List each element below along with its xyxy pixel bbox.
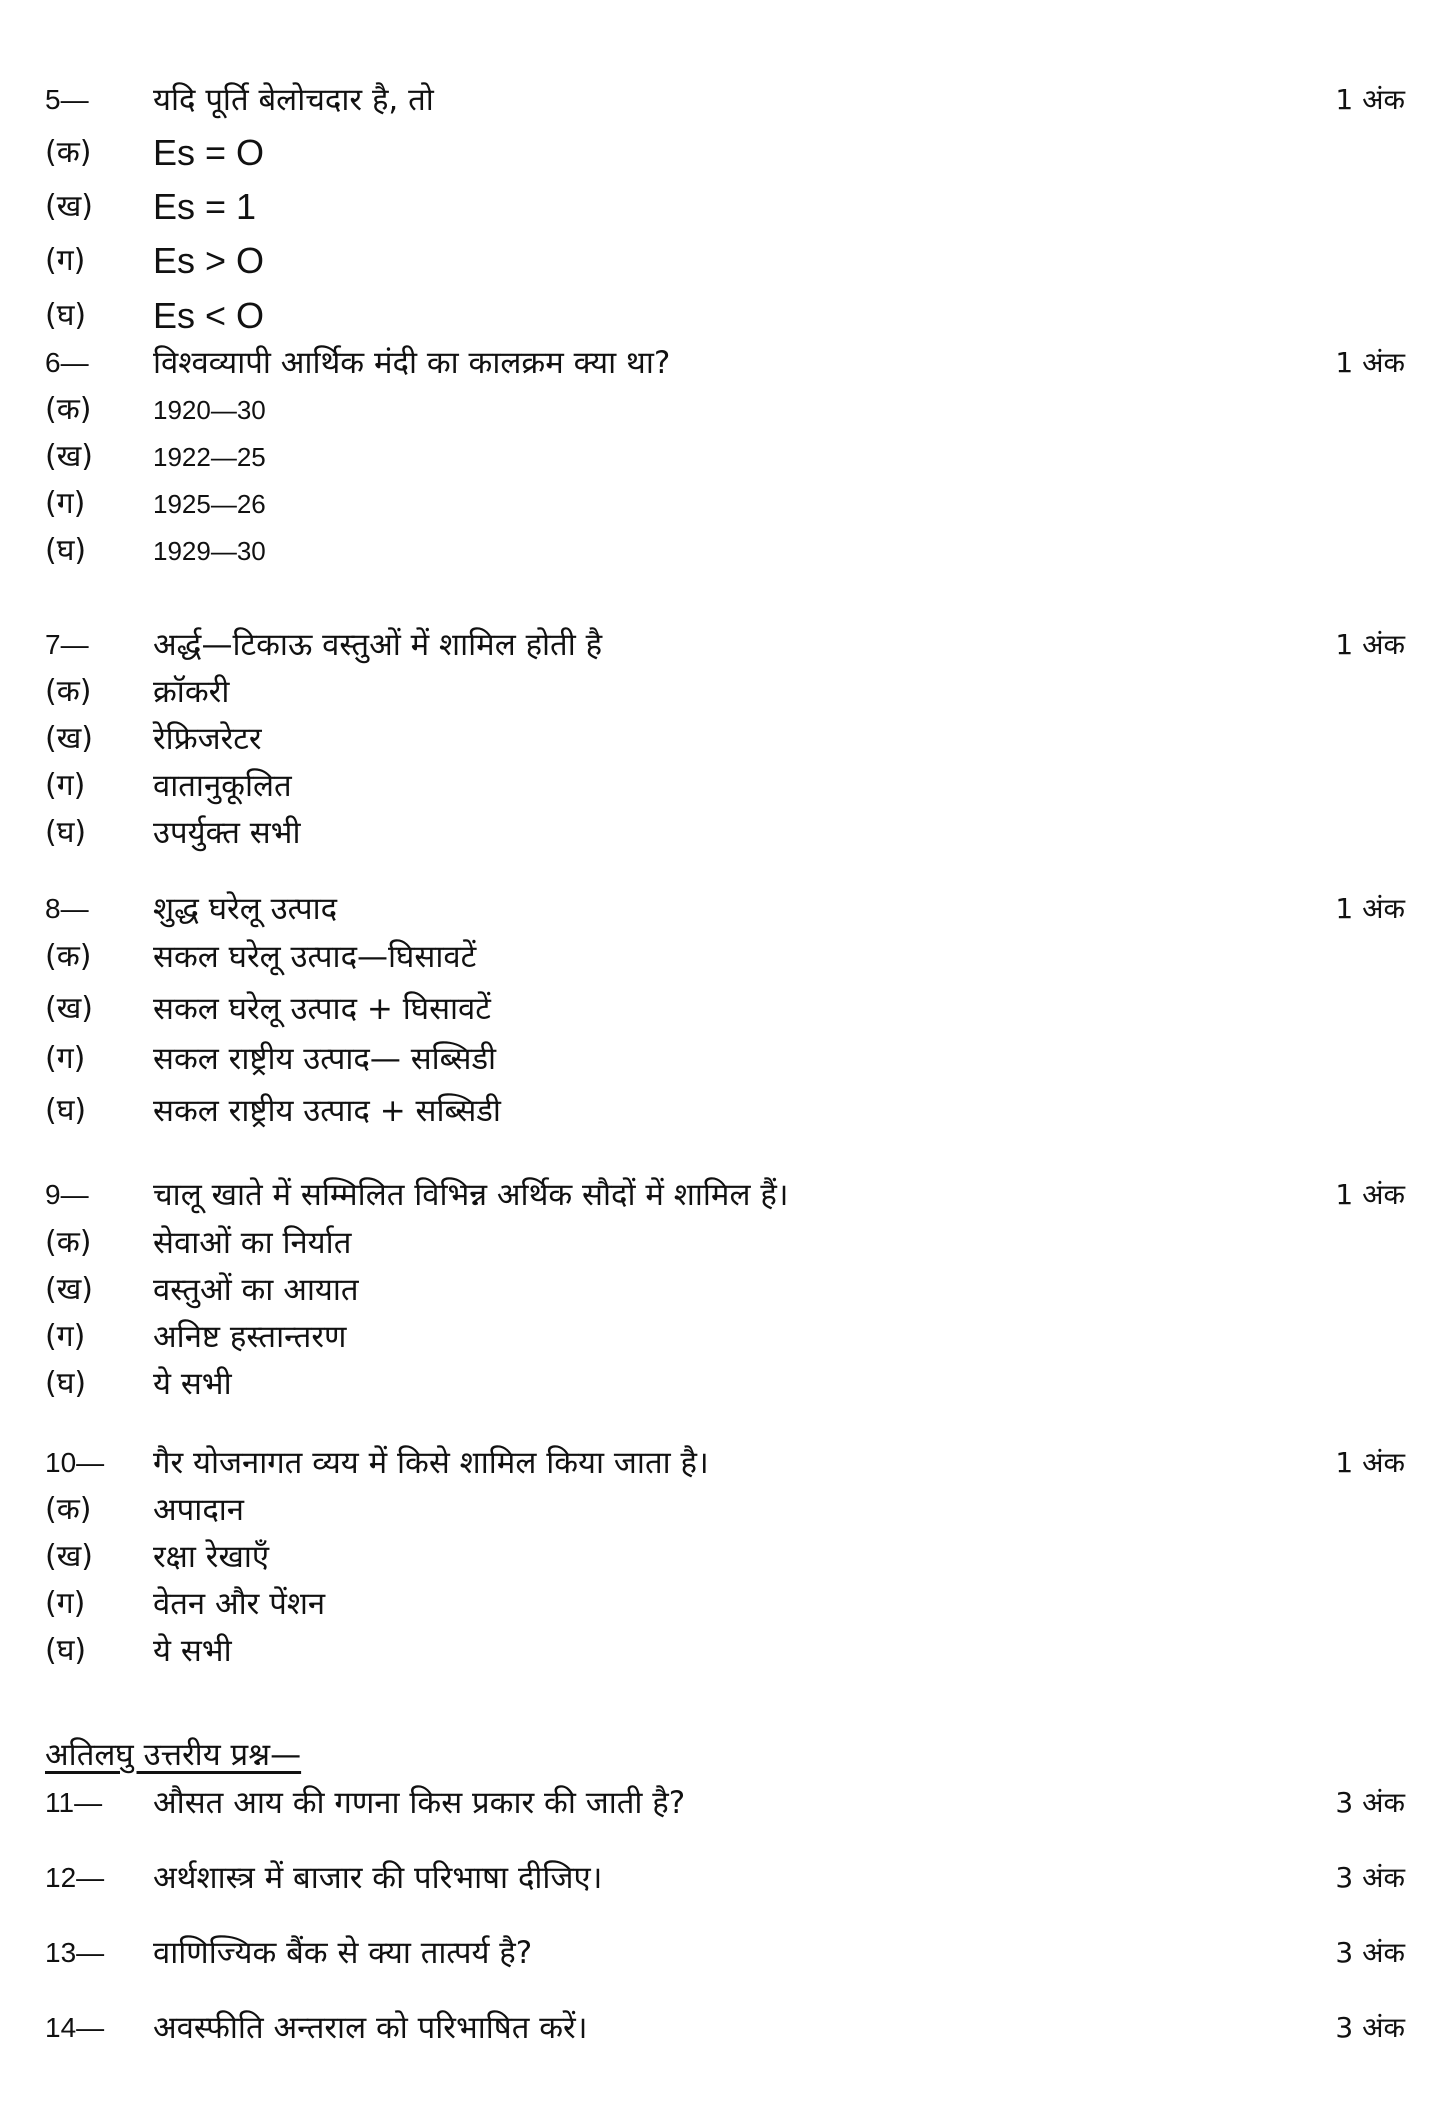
option-text: Es = O <box>153 132 265 173</box>
option-label: (घ) <box>45 1366 87 1401</box>
option <box>45 761 1405 811</box>
question-number: 6— <box>45 347 89 378</box>
option <box>45 385 1405 435</box>
option-text: अनिष्ट हस्तान्तरण <box>153 1319 347 1355</box>
marks: 1 अंक <box>1335 628 1405 661</box>
option-label: (ग) <box>45 1586 86 1621</box>
option <box>45 1532 1405 1582</box>
option-label: (ग) <box>45 486 86 521</box>
question-number: 8— <box>45 893 89 924</box>
option <box>45 1265 1405 1315</box>
question-10 <box>45 1438 1405 1488</box>
option-label: (क) <box>45 135 92 170</box>
question-5 <box>45 75 1405 125</box>
option-text: वस्तुओं का आयात <box>153 1272 359 1308</box>
question-text: अर्थशास्त्र में बाजार की परिभाषा दीजिए। <box>153 1860 603 1896</box>
question-12 <box>45 1853 1405 1903</box>
option-text: सकल घरेलू उत्पाद—घिसावटें <box>153 939 477 975</box>
option-text: Es = 1 <box>153 186 257 227</box>
option-text: Es > O <box>153 240 265 281</box>
option-label: (क) <box>45 1492 92 1527</box>
option <box>45 432 1405 482</box>
question-text: अर्द्ध—टिकाऊ वस्तुओं में शामिल होती है <box>153 627 603 663</box>
option-text: रेफ्रिजरेटर <box>153 721 262 757</box>
option-label: (घ) <box>45 1093 87 1128</box>
option <box>45 984 1405 1034</box>
marks: 1 अंक <box>1335 83 1405 116</box>
question-number: 7— <box>45 629 89 660</box>
question-text: शुद्ध घरेलू उत्पाद <box>153 891 338 927</box>
marks: 3 अंक <box>1335 2011 1405 2044</box>
option-text: ये सभी <box>153 1366 232 1402</box>
option-text: उपर्युक्त सभी <box>153 815 301 851</box>
option-label: (क) <box>45 939 92 974</box>
option-text: ये सभी <box>153 1633 232 1669</box>
option <box>45 1034 1405 1084</box>
option-text: वेतन और पेंशन <box>153 1586 326 1622</box>
option <box>45 1086 1405 1136</box>
question-text: गैर योजनागत व्यय में किसे शामिल किया जाता है। <box>153 1445 709 1481</box>
option <box>45 808 1405 858</box>
option <box>45 236 1405 286</box>
option-text: 1925—26 <box>153 489 266 519</box>
option-text: सकल राष्ट्रीय उत्पाद + सब्सिडी <box>153 1093 501 1129</box>
option-text: सकल घरेलू उत्पाद + घिसावटें <box>153 991 491 1027</box>
option-text: वातानुकूलित <box>153 768 292 804</box>
option <box>45 1579 1405 1629</box>
option-text: Es < O <box>153 295 265 336</box>
option <box>45 1359 1405 1409</box>
marks: 1 अंक <box>1335 892 1405 925</box>
option-label: (क) <box>45 1225 92 1260</box>
marks: 3 अंक <box>1335 1786 1405 1819</box>
question-7 <box>45 620 1405 670</box>
question-number: 9— <box>45 1179 89 1210</box>
option-label: (क) <box>45 674 92 709</box>
option <box>45 667 1405 717</box>
option-label: (ख) <box>45 439 93 474</box>
marks: 1 अंक <box>1335 1446 1405 1479</box>
marks: 1 अंक <box>1335 1178 1405 1211</box>
option-text: सेवाओं का निर्यात <box>153 1225 352 1261</box>
option <box>45 932 1405 982</box>
option-label: (ख) <box>45 721 93 756</box>
option-label: (घ) <box>45 1633 87 1668</box>
option-label: (ख) <box>45 991 93 1026</box>
option <box>45 291 1405 341</box>
option <box>45 714 1405 764</box>
option-text: 1922—25 <box>153 442 266 472</box>
option <box>45 526 1405 576</box>
option <box>45 182 1405 232</box>
question-11 <box>45 1778 1405 1828</box>
option-text: क्रॉकरी <box>153 674 230 710</box>
option-text: 1920—30 <box>153 395 266 425</box>
question-9 <box>45 1170 1405 1220</box>
question-text: यदि पूर्ति बेलोचदार है, तो <box>153 82 434 118</box>
marks: 3 अंक <box>1335 1936 1405 1969</box>
question-number: 14— <box>45 2012 105 2043</box>
question-6 <box>45 338 1405 388</box>
option-label: (घ) <box>45 298 87 333</box>
option-label: (ख) <box>45 189 93 224</box>
option <box>45 128 1405 178</box>
option <box>45 479 1405 529</box>
option-text: अपादान <box>153 1492 245 1528</box>
option-label: (ग) <box>45 243 86 278</box>
option <box>45 1312 1405 1362</box>
question-number: 13— <box>45 1937 105 1968</box>
section-heading: अतिलघु उत्तरीय प्रश्न— <box>45 1737 302 1773</box>
option-text: 1929—30 <box>153 536 266 566</box>
option-label: (ग) <box>45 1041 86 1076</box>
option-label: (ग) <box>45 768 86 803</box>
question-8 <box>45 884 1405 934</box>
question-text: वाणिज्यिक बैंक से क्या तात्पर्य है? <box>153 1935 533 1971</box>
question-text: चालू खाते में सम्मिलित विभिन्न अर्थिक सौदों में शामिल हैं। <box>153 1177 789 1213</box>
question-13 <box>45 1928 1405 1978</box>
option-text: रक्षा रेखाएँ <box>153 1539 269 1575</box>
option <box>45 1485 1405 1535</box>
question-number: 12— <box>45 1862 105 1893</box>
option <box>45 1626 1405 1676</box>
marks: 1 अंक <box>1335 346 1405 379</box>
option-label: (घ) <box>45 533 87 568</box>
option-label: (ग) <box>45 1319 86 1354</box>
option-label: (क) <box>45 392 92 427</box>
option <box>45 1218 1405 1268</box>
marks: 3 अंक <box>1335 1861 1405 1894</box>
option-label: (ख) <box>45 1539 93 1574</box>
question-number: 11— <box>45 1787 103 1818</box>
question-14 <box>45 2003 1405 2053</box>
question-number: 5— <box>45 84 89 115</box>
question-number: 10— <box>45 1447 105 1478</box>
question-text: विश्वव्यापी आर्थिक मंदी का कालक्रम क्या था? <box>153 345 671 381</box>
question-text: अवस्फीति अन्तराल को परिभाषित करें। <box>153 2010 588 2046</box>
option-label: (घ) <box>45 815 87 850</box>
option-text: सकल राष्ट्रीय उत्पाद— सब्सिडी <box>153 1041 497 1077</box>
question-text: औसत आय की गणना किस प्रकार की जाती है? <box>153 1785 686 1821</box>
option-label: (ख) <box>45 1272 93 1307</box>
